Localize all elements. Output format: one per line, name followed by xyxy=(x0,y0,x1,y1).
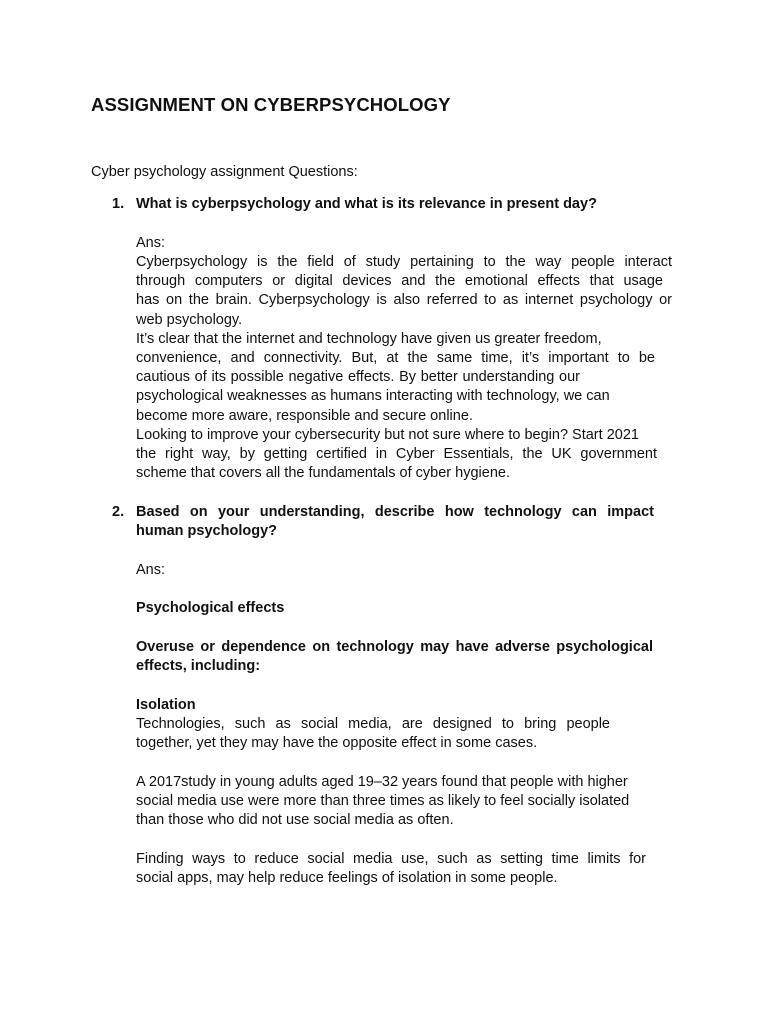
answer-1-body xyxy=(136,253,672,483)
overuse-paragraph xyxy=(136,638,653,676)
question-line: Based on your understanding, describe how technology can impact xyxy=(136,504,654,520)
answer-line: the right way, by getting certified in Cyber Essentials, the UK government xyxy=(136,446,657,463)
paragraph-line: Technologies, such as social media, are designed to bring people xyxy=(136,716,610,732)
paragraph-line: social media use were more than three times as likely to feel socially isolated xyxy=(136,793,630,810)
answer-line: through computers or digital devices and the emotional effects that usage xyxy=(136,273,663,290)
overuse-line: Overuse or dependence on technology may have adverse psychological xyxy=(136,639,653,655)
question-2 xyxy=(91,503,656,543)
answer-line: psychological weaknesses as humans interacting with technology, we can xyxy=(136,388,610,405)
question-number: 2. xyxy=(112,504,125,520)
answer-line: has on the brain. Cyberpsychology is also referred to as internet psychology or xyxy=(136,292,672,309)
answer-line: Looking to improve your cybersecurity but not sure where to begin? Start 2021 xyxy=(136,426,639,443)
answer-line: scheme that covers all the fundamentals of cyber hygiene. xyxy=(136,465,510,482)
question-text: What is cyberpsychology and what is its relevance in present day? xyxy=(136,196,597,212)
answer-line: become more aware, responsible and secure online. xyxy=(136,407,473,424)
overuse-line: effects, including: xyxy=(136,658,261,675)
study-paragraph xyxy=(136,773,672,831)
question-1 xyxy=(91,195,656,215)
answer-line: cautious of its possible negative effects. By better understanding our xyxy=(136,369,580,386)
reduce-paragraph xyxy=(136,850,646,888)
answer-line: Cyberpsychology is the field of study pertaining to the way people interact xyxy=(136,254,672,270)
section-heading: Psychological effects xyxy=(136,600,285,616)
paragraph-line: A 2017study in young adults aged 19–32 years found that people with higher xyxy=(136,774,628,790)
paragraph-line: social apps, may help reduce feelings of isolation in some people. xyxy=(136,870,558,887)
paragraph-line: together, yet they may have the opposite effect in some cases. xyxy=(136,735,538,752)
paragraph-line: than those who did not use social media as often. xyxy=(136,812,454,829)
question-number: 1. xyxy=(112,196,125,212)
answer-line: web psychology. xyxy=(136,311,243,328)
question-line: human psychology? xyxy=(136,523,277,540)
answer-line: It’s clear that the internet and technology have given us greater freedom, xyxy=(136,330,602,347)
isolation-paragraph xyxy=(136,715,610,753)
answer-line: convenience, and connectivity. But, at the same time, it’s important to be xyxy=(136,350,655,367)
answer-label: Ans: xyxy=(136,235,166,251)
question-text xyxy=(136,503,654,541)
intro-text: Cyber psychology assignment Questions: xyxy=(91,164,358,180)
document-title: ASSIGNMENT ON CYBERPSYCHOLOGY xyxy=(91,94,451,115)
isolation-heading: Isolation xyxy=(136,697,196,713)
answer-label: Ans: xyxy=(136,562,166,578)
paragraph-line: Finding ways to reduce social media use, such as setting time limits for xyxy=(136,851,646,867)
